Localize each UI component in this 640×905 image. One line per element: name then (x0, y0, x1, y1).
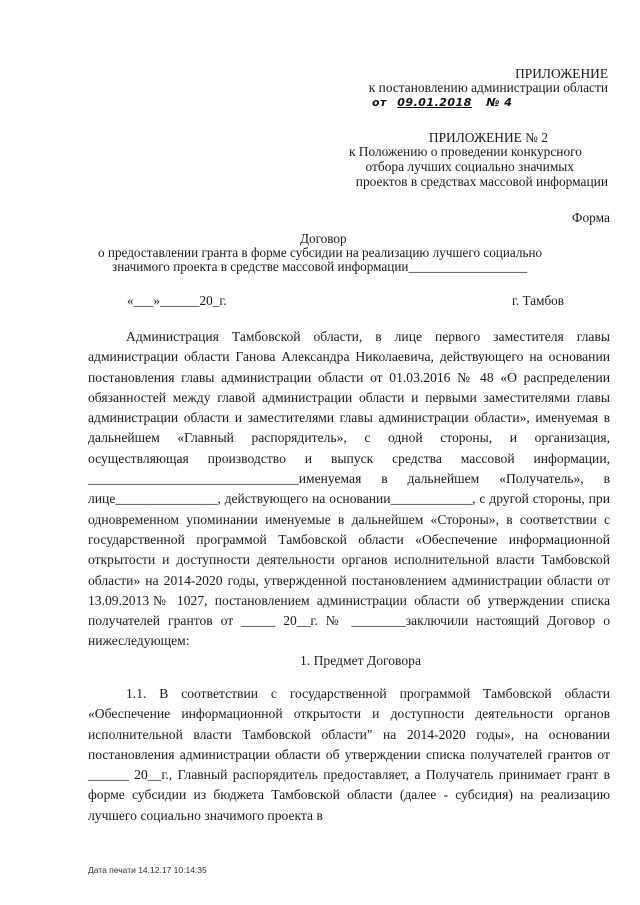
appendix-2-line-3: проектов в средствах массовой информации (355, 174, 608, 189)
contract-subtitle-line-2: значимого проекта в средстве массовой информации__________________ (112, 259, 528, 274)
handwritten-date-line (372, 96, 512, 109)
preamble-paragraph: Администрация Тамбовской области, в лице первого заместителя главы администрации области Ганова Александра Николаевича, действующего на основании постановления главы администрации области от 01.03.2016 № 48 «О распределении обязанностей между главой администрации области и первыми заместителями главы администрации области и заместителями главы администрации области», именуемая в дальнейшем «Главный распорядитель», с одной стороны, и организация, осуществляющая производство и выпуск средства массовой информации, _______________________________именуемая в дальнейшем «Получатель», в лице_______________, действующего на основании____________, с другой стороны, при одновременном упоминании именуемые в дальнейшем «Стороны», в соответствии с государственной программой Тамбовской области «Обеспечение информационной открытости и доступности деятельности органов исполнительной власти Тамбовской области» на 2014-2020 годы, утвержденной постановлением администрации области от 13.09.2013№ 1027, постановлением администрации области об утверждении списка получателей грантов от _____ 20__г. № ________заключили настоящий Договор о нижеследующем: (88, 329, 610, 649)
clause-1-1: 1.1. В соответствии с государственной программой Тамбовской области «Обеспечение информационной открытости и доступности деятельности органов исполнительной власти Тамбовской области" на 2014-2020 годы», на основании постановления администрации области об утверждении списка получателей грантов от ______ 20__г., Главный распорядитель предоставляет, а Получатель принимает грант в форме субсидии из бюджета Тамбовской области (далее - субсидия) на реализацию лучшего социально значимого проекта в (88, 686, 610, 823)
print-date-footer: Дата печати 14.12.17 10:14:35 (88, 865, 207, 875)
preamble-block (88, 327, 610, 652)
handwritten-prefix: от (372, 96, 387, 109)
section-1-title: 1. Предмет Договора (300, 653, 422, 668)
appendix-2-line-2: отбора лучших социально значимых (365, 159, 574, 174)
contract-city: г. Тамбов (512, 293, 564, 308)
appendix-2-title: ПРИЛОЖЕНИЕ № 2 (428, 130, 548, 145)
clause-1-1-block (88, 684, 610, 826)
appendix-subtitle: к постановлению администрации области (368, 80, 608, 95)
contract-subtitle-line-1: о предоставлении гранта в форме субсидии на реализацию лучшего социально (98, 245, 543, 260)
handwritten-number: № 4 (486, 96, 513, 109)
contract-title: Договор (300, 231, 347, 246)
contract-date-blank: «___»______20_г. (127, 293, 227, 308)
handwritten-date: 09.01.2018 (397, 96, 472, 109)
appendix-2-line-1: к Положению о проведении конкурсного (348, 144, 582, 159)
form-label: Форма (571, 210, 610, 225)
appendix-title: ПРИЛОЖЕНИЕ (515, 66, 608, 81)
